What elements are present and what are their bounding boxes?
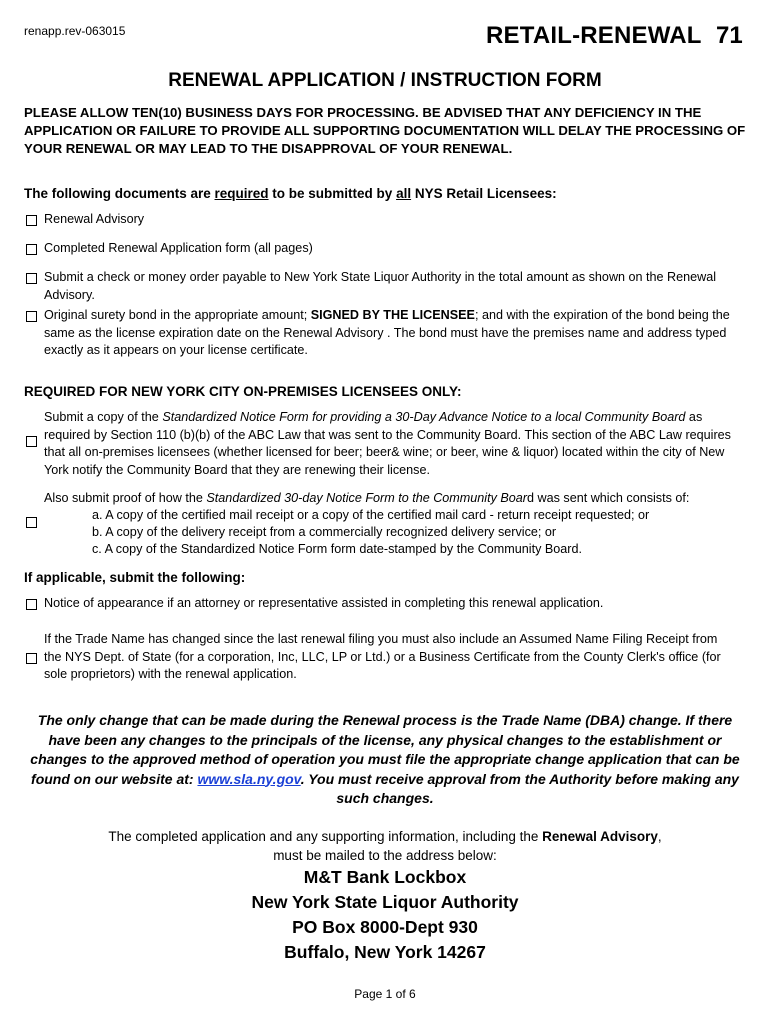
mailing-renewal-advisory: Renewal Advisory <box>542 829 658 844</box>
mailing-text-pre: The completed application and any supporting information, including the <box>108 829 543 844</box>
item-renewal-advisory: Renewal Advisory <box>44 212 145 226</box>
section-applicable-heading: If applicable, submit the following: <box>24 570 246 585</box>
form-number: 71 <box>716 22 743 49</box>
address-line-1: M&T Bank Lockbox <box>303 867 467 887</box>
checkbox-notice-form[interactable] <box>26 436 37 447</box>
item-surety-bond <box>44 307 744 360</box>
section-required-heading <box>24 186 557 201</box>
address-line-4: Buffalo, New York 14267 <box>284 942 486 962</box>
heading-text-pre: The following documents are <box>24 186 215 201</box>
proof-option-c: c. A copy of the Standardized Notice Form form date-stamped by the Community Board. <box>92 542 582 556</box>
item-application-form: Completed Renewal Application form (all pages) <box>44 241 313 255</box>
proof-text-post: d was sent which consists of: <box>527 491 690 505</box>
notice-form-text-post: as required by Section 110 (b)(b) of the ABC Law that was sent to the Community Board. This section of the ABC Law requires that all on-premises licensees (whether licensed for beer; beer& wine; or beer, wine & liquor) located within the city of New York notify the Community Board that they are renewing their license. <box>44 410 731 477</box>
mailing-line-2: must be mailed to the address below: <box>273 848 497 863</box>
proof-option-b: b. A copy of the delivery receipt from a commercially recognized delivery service; or <box>92 525 557 539</box>
processing-warning: PLEASE ALLOW TEN(10) BUSINESS DAYS FOR PROCESSING. BE ADVISED THAT ANY DEFICIENCY IN THE APPLICATION OR FAILURE TO PROVIDE ALL SUPPORTING DOCUMENTATION WILL DELAY THE PROCESSING OF YOUR RENEWAL OR MAY LEAD TO THE DISAPPROVAL OF YOUR RENEWAL. <box>24 105 746 156</box>
item-trade-name: If the Trade Name has changed since the last renewal filing you must also include an Assumed Name Filing Receipt from the NYS Dept. of State (for a corporation, Inc, LLC, LP or Ltd.) or a Business Certificate from the County Clerk's office (for sole proprietors) with the renewal application. <box>44 632 721 681</box>
proof-form-title: Standardized 30-day Notice Form to the Community Boar <box>206 491 527 505</box>
checkbox-application-form[interactable] <box>26 244 37 255</box>
checkbox-surety-bond[interactable] <box>26 311 37 322</box>
notice-form-title: Standardized Notice Form for providing a 30-Day Advance Notice to a local Community Board <box>162 410 686 424</box>
item-proof-of-sending <box>44 490 744 508</box>
proof-text-pre: Also submit proof of how the <box>44 491 207 505</box>
heading-text-post: NYS Retail Licensees: <box>411 186 557 201</box>
heading-required-word: required <box>214 186 269 201</box>
checkbox-notice-of-appearance[interactable] <box>26 599 37 610</box>
mailing-line-1 <box>0 827 770 846</box>
proof-option-a: a. A copy of the certified mail receipt or a copy of the certified mail card - return receipt requested; or <box>92 508 650 522</box>
address-line-3: PO Box 8000-Dept 930 <box>292 917 478 937</box>
section-nyc-heading: REQUIRED FOR NEW YORK CITY ON-PREMISES LICENSEES ONLY: <box>24 384 462 399</box>
form-type: RETAIL-RENEWAL <box>486 22 702 49</box>
page-title: RENEWAL APPLICATION / INSTRUCTION FORM <box>168 70 602 91</box>
checkbox-renewal-advisory[interactable] <box>26 215 37 226</box>
bond-text-post: ; and with the expiration of the bond being the same as the license expiration date on the Renewal Advisory . The bond must have the premises name and address typed exactly as it appears on your license certificate. <box>44 308 730 357</box>
revision-code: renapp.rev-063015 <box>24 24 126 38</box>
address-line-2: New York State Liquor Authority <box>251 892 519 912</box>
notice-text-pre: The only change that can be made during the Renewal process is the Trade Name (DBA) change. If there have been any changes to the principals of the license, any physical changes to the establishment or changes to the approved method of operation you must file the appropriate change application that can be found on our website at: <box>30 712 740 787</box>
renewal-change-notice <box>30 711 740 809</box>
bond-signed-emphasis: SIGNED BY THE LICENSEE <box>310 308 475 322</box>
heading-all-word: all <box>396 186 412 201</box>
heading-text-mid: to be submitted by <box>268 186 397 201</box>
mailing-instructions <box>0 827 770 865</box>
item-notice-of-appearance: Notice of appearance if an attorney or representative assisted in completing this renewal application. <box>44 596 604 610</box>
bond-text-pre: Original surety bond in the appropriate amount; <box>44 308 311 322</box>
item-payment: Submit a check or money order payable to New York State Liquor Authority in the total amount as shown on the Renewal Advisory. <box>44 270 717 302</box>
checkbox-proof-of-sending[interactable] <box>26 517 37 528</box>
checkbox-trade-name[interactable] <box>26 653 37 664</box>
notice-text-post: . You must receive approval from the Authority before making any such changes. <box>300 770 739 806</box>
checkbox-payment[interactable] <box>26 273 37 284</box>
website-link[interactable]: www.sla.ny.gov <box>197 770 301 787</box>
page-number: Page 1 of 6 <box>354 987 416 1001</box>
notice-form-text-pre: Submit a copy of the <box>44 410 163 424</box>
item-notice-form <box>44 409 744 479</box>
mailing-text-post: , <box>657 829 662 844</box>
